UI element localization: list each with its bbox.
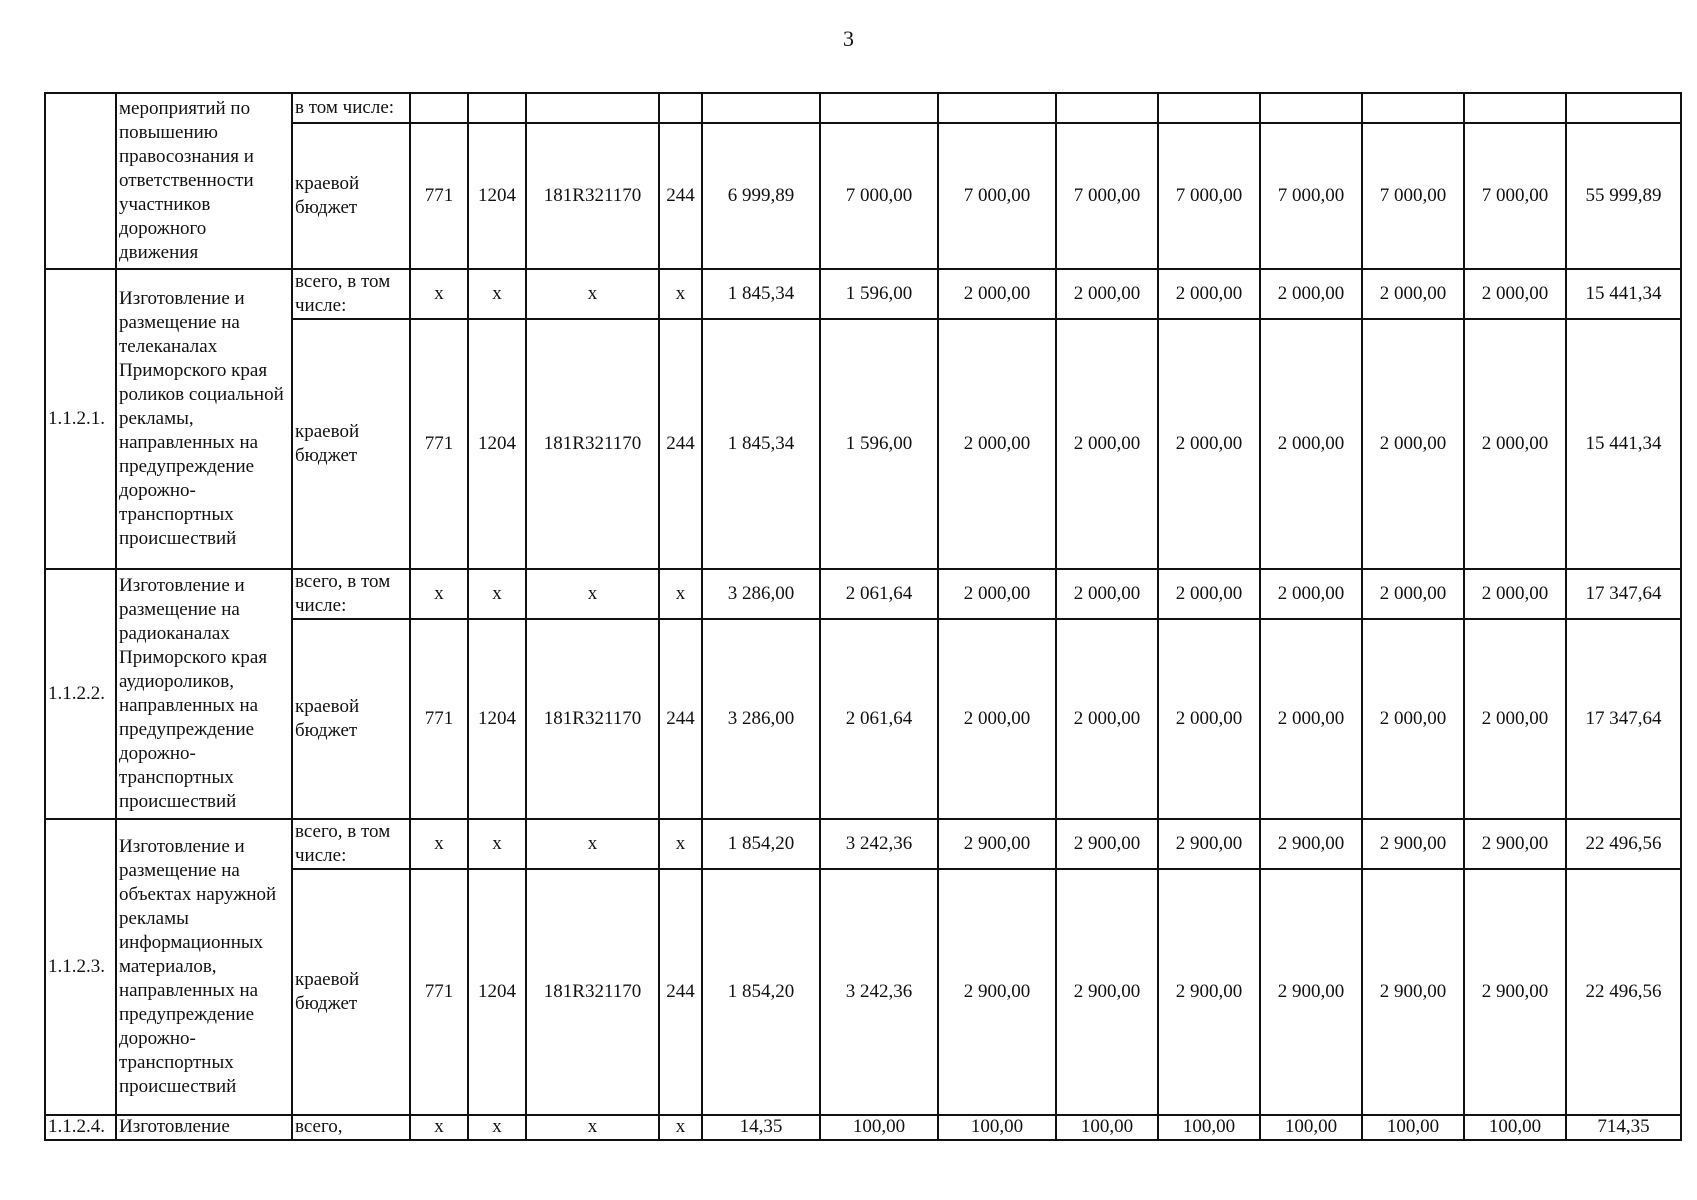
amount-cell: 2 900,00 bbox=[938, 869, 1056, 1115]
table-row bbox=[45, 819, 1681, 869]
vr-cell: 244 bbox=[659, 619, 702, 819]
amount-cell: 2 000,00 bbox=[1158, 619, 1260, 819]
amount-cell: 3 286,00 bbox=[702, 569, 820, 619]
total-cell: 15 441,34 bbox=[1566, 269, 1681, 319]
vr-cell: x bbox=[659, 569, 702, 619]
amount-cell: 100,00 bbox=[1464, 1115, 1566, 1140]
amount-cell: 7 000,00 bbox=[820, 123, 938, 269]
activity-name: Изготовление bbox=[116, 1115, 292, 1140]
csr-cell: 181R321170 bbox=[526, 869, 659, 1115]
amount-cell: 100,00 bbox=[1362, 1115, 1464, 1140]
amount-cell: 3 242,36 bbox=[820, 819, 938, 869]
amount-cell: 2 000,00 bbox=[938, 619, 1056, 819]
amount-cell: 2 000,00 bbox=[1362, 269, 1464, 319]
amount-cell: 2 900,00 bbox=[1056, 819, 1158, 869]
funding-source: в том числе: bbox=[292, 93, 410, 123]
funding-source: краевой бюджет bbox=[292, 123, 410, 269]
amount-cell: 2 000,00 bbox=[938, 569, 1056, 619]
amount-cell: 2 900,00 bbox=[938, 819, 1056, 869]
table-row bbox=[45, 269, 1681, 319]
amount-cell: 1 845,34 bbox=[702, 319, 820, 569]
total-cell: 22 496,56 bbox=[1566, 869, 1681, 1115]
amount-cell: 7 000,00 bbox=[1362, 123, 1464, 269]
amount-cell: 2 000,00 bbox=[1260, 569, 1362, 619]
vr-cell: x bbox=[659, 269, 702, 319]
amount-cell: 7 000,00 bbox=[1056, 123, 1158, 269]
amount-cell: 2 000,00 bbox=[1464, 269, 1566, 319]
amount-cell: 1 854,20 bbox=[702, 819, 820, 869]
amount-cell: 2 000,00 bbox=[1056, 269, 1158, 319]
csr-cell: x bbox=[526, 1115, 659, 1140]
rzpr-cell: 1204 bbox=[468, 123, 526, 269]
grbs-cell: 771 bbox=[410, 123, 468, 269]
amount-cell: 100,00 bbox=[938, 1115, 1056, 1140]
amount-cell: 7 000,00 bbox=[1464, 123, 1566, 269]
total-cell: 17 347,64 bbox=[1566, 569, 1681, 619]
rzpr-cell: 1204 bbox=[468, 869, 526, 1115]
table-row bbox=[45, 93, 1681, 123]
amount-cell: 2 000,00 bbox=[1158, 319, 1260, 569]
total-cell: 22 496,56 bbox=[1566, 819, 1681, 869]
amount-cell: 2 000,00 bbox=[1158, 569, 1260, 619]
funding-source: краевой бюджет bbox=[292, 619, 410, 819]
vr-cell: 244 bbox=[659, 319, 702, 569]
activity-name: Изготовление и размещение на радиоканалах Приморского края аудиороликов, направленных на предупреждение дорожно-транспортных происшествий bbox=[116, 569, 292, 819]
amount-cell: 2 000,00 bbox=[1464, 569, 1566, 619]
amount-cell: 100,00 bbox=[1056, 1115, 1158, 1140]
amount-cell: 2 000,00 bbox=[938, 269, 1056, 319]
csr-cell: 181R321170 bbox=[526, 619, 659, 819]
amount-cell: 2 000,00 bbox=[1056, 569, 1158, 619]
amount-cell: 2 900,00 bbox=[1260, 819, 1362, 869]
amount-cell: 2 000,00 bbox=[1362, 619, 1464, 819]
amount-cell: 14,35 bbox=[702, 1115, 820, 1140]
csr-cell: 181R321170 bbox=[526, 123, 659, 269]
amount-cell: 2 000,00 bbox=[1464, 619, 1566, 819]
amount-cell: 2 900,00 bbox=[1362, 869, 1464, 1115]
page-number: 3 bbox=[843, 26, 854, 51]
amount-cell: 2 000,00 bbox=[1056, 619, 1158, 819]
table-row bbox=[45, 1115, 1681, 1140]
grbs-cell: x bbox=[410, 569, 468, 619]
funding-source: всего, в том числе: bbox=[292, 819, 410, 869]
total-cell: 15 441,34 bbox=[1566, 319, 1681, 569]
funding-source: краевой бюджет bbox=[292, 869, 410, 1115]
activity-name: Изготовление и размещение на телеканалах Приморского края роликов социальной рекламы, направленных на предупреждение дорожно-транспортных происшествий bbox=[116, 269, 292, 569]
amount-cell: 2 000,00 bbox=[1260, 319, 1362, 569]
csr-cell: x bbox=[526, 819, 659, 869]
grbs-cell: x bbox=[410, 819, 468, 869]
amount-cell: 3 286,00 bbox=[702, 619, 820, 819]
amount-cell: 100,00 bbox=[1158, 1115, 1260, 1140]
amount-cell: 1 845,34 bbox=[702, 269, 820, 319]
amount-cell: 2 000,00 bbox=[1464, 319, 1566, 569]
grbs-cell: x bbox=[410, 1115, 468, 1140]
funding-source: краевой бюджет bbox=[292, 319, 410, 569]
amount-cell: 1 854,20 bbox=[702, 869, 820, 1115]
item-code: 1.1.2.1. bbox=[45, 269, 116, 569]
total-cell: 55 999,89 bbox=[1566, 123, 1681, 269]
grbs-cell: 771 bbox=[410, 319, 468, 569]
total-cell: 714,35 bbox=[1566, 1115, 1681, 1140]
amount-cell: 2 900,00 bbox=[1056, 869, 1158, 1115]
amount-cell: 100,00 bbox=[1260, 1115, 1362, 1140]
amount-cell: 1 596,00 bbox=[820, 269, 938, 319]
amount-cell: 2 000,00 bbox=[938, 319, 1056, 569]
amount-cell: 3 242,36 bbox=[820, 869, 938, 1115]
grbs-cell: x bbox=[410, 269, 468, 319]
amount-cell: 2 900,00 bbox=[1362, 819, 1464, 869]
amount-cell: 2 000,00 bbox=[1362, 319, 1464, 569]
funding-source: всего, в том числе: bbox=[292, 569, 410, 619]
funding-source: всего, в том числе: bbox=[292, 269, 410, 319]
grbs-cell: 771 bbox=[410, 869, 468, 1115]
amount-cell: 2 900,00 bbox=[1158, 819, 1260, 869]
amount-cell: 2 061,64 bbox=[820, 569, 938, 619]
budget-table bbox=[44, 92, 1682, 1141]
amount-cell: 2 900,00 bbox=[1464, 819, 1566, 869]
csr-cell: 181R321170 bbox=[526, 319, 659, 569]
vr-cell: x bbox=[659, 819, 702, 869]
amount-cell: 2 000,00 bbox=[1260, 269, 1362, 319]
amount-cell: 2 000,00 bbox=[1362, 569, 1464, 619]
amount-cell: 100,00 bbox=[820, 1115, 938, 1140]
amount-cell: 2 000,00 bbox=[1260, 619, 1362, 819]
rzpr-cell: 1204 bbox=[468, 319, 526, 569]
activity-name: Изготовление и размещение на объектах наружной рекламы информационных материалов, направленных на предупреждение дорожно-транспортных происшествий bbox=[116, 819, 292, 1115]
amount-cell: 6 999,89 bbox=[702, 123, 820, 269]
amount-cell: 7 000,00 bbox=[938, 123, 1056, 269]
rzpr-cell: x bbox=[468, 269, 526, 319]
code-cell bbox=[45, 93, 116, 269]
amount-cell: 2 900,00 bbox=[1158, 869, 1260, 1115]
amount-cell: 1 596,00 bbox=[820, 319, 938, 569]
amount-cell: 7 000,00 bbox=[1158, 123, 1260, 269]
csr-cell: x bbox=[526, 269, 659, 319]
total-cell: 17 347,64 bbox=[1566, 619, 1681, 819]
rzpr-cell: 1204 bbox=[468, 619, 526, 819]
grbs-cell: 771 bbox=[410, 619, 468, 819]
amount-cell: 2 000,00 bbox=[1158, 269, 1260, 319]
csr-cell: x bbox=[526, 569, 659, 619]
item-code: 1.1.2.4. bbox=[45, 1115, 116, 1140]
vr-cell: 244 bbox=[659, 123, 702, 269]
activity-name: мероприятий по повышению правосознания и ответственности участников дорожного движения bbox=[116, 93, 292, 269]
funding-source: всего, bbox=[292, 1115, 410, 1140]
amount-cell: 2 000,00 bbox=[1056, 319, 1158, 569]
amount-cell: 2 900,00 bbox=[1260, 869, 1362, 1115]
rzpr-cell: x bbox=[468, 569, 526, 619]
item-code: 1.1.2.3. bbox=[45, 819, 116, 1115]
amount-cell: 2 900,00 bbox=[1464, 869, 1566, 1115]
table-row bbox=[45, 569, 1681, 619]
vr-cell: 244 bbox=[659, 869, 702, 1115]
item-code: 1.1.2.2. bbox=[45, 569, 116, 819]
amount-cell: 7 000,00 bbox=[1260, 123, 1362, 269]
amount-cell: 2 061,64 bbox=[820, 619, 938, 819]
vr-cell: x bbox=[659, 1115, 702, 1140]
rzpr-cell: x bbox=[468, 1115, 526, 1140]
rzpr-cell: x bbox=[468, 819, 526, 869]
